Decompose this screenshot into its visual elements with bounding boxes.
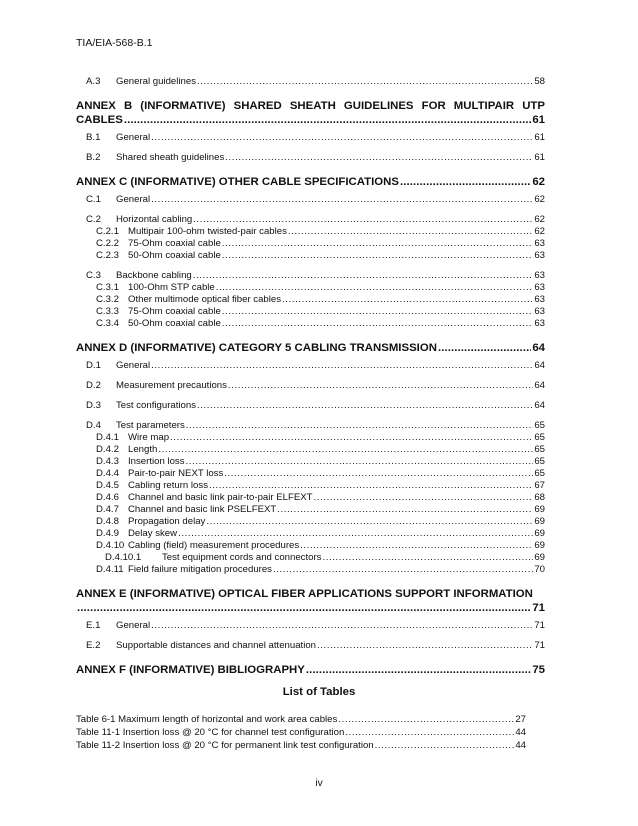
toc-annex-word: UTP bbox=[522, 100, 545, 112]
toc-section-title: Measurement precautions bbox=[116, 380, 227, 391]
leader-dots bbox=[228, 380, 533, 392]
toc-page-number: 62 bbox=[534, 194, 545, 205]
toc-annex-title: CABLES bbox=[76, 114, 123, 126]
toc-section-number: E.2 bbox=[86, 640, 101, 651]
leader-dots bbox=[124, 113, 531, 127]
toc-section-number: C.3.4 bbox=[96, 318, 119, 329]
toc-section-title: General bbox=[116, 194, 151, 205]
leader-dots bbox=[209, 480, 533, 492]
leader-dots bbox=[345, 726, 514, 739]
leader-dots bbox=[222, 250, 534, 262]
toc-page-number: 71 bbox=[534, 640, 545, 651]
toc-entry[interactable] bbox=[76, 504, 545, 516]
toc-page-number: 62 bbox=[532, 176, 545, 188]
toc-section-title: Backbone cabling bbox=[116, 270, 192, 281]
toc-section-title: General bbox=[116, 620, 151, 631]
leader-dots bbox=[306, 663, 531, 677]
toc-page-number: 62 bbox=[534, 214, 545, 225]
toc-page-number: 65 bbox=[534, 468, 545, 479]
toc-entry[interactable] bbox=[76, 620, 545, 632]
leader-dots bbox=[151, 132, 533, 144]
toc-page-number: 63 bbox=[534, 306, 545, 317]
toc-section-number: C.2.2 bbox=[96, 238, 119, 249]
document-header: TIA/EIA-568-B.1 bbox=[76, 37, 153, 49]
toc-page-number: 64 bbox=[534, 380, 545, 391]
toc-section-title: Insertion loss bbox=[128, 456, 185, 467]
leader-dots bbox=[170, 432, 533, 444]
toc-section-number: C.3.3 bbox=[96, 306, 119, 317]
toc-page-number: 63 bbox=[534, 238, 545, 249]
leader-dots bbox=[222, 238, 534, 250]
toc-page-number: 68 bbox=[534, 492, 545, 503]
toc-entry[interactable] bbox=[76, 152, 545, 164]
toc-section-title: 75-Ohm coaxial cable bbox=[128, 306, 221, 317]
toc-section-title: Shared sheath guidelines bbox=[116, 152, 225, 163]
toc-entry[interactable] bbox=[76, 468, 545, 480]
leader-dots bbox=[186, 456, 534, 468]
leader-dots bbox=[288, 226, 533, 238]
toc-page-number: 69 bbox=[534, 516, 545, 527]
toc-entry[interactable] bbox=[76, 194, 545, 206]
toc-annex-word: GUIDELINES bbox=[343, 100, 414, 112]
toc-annex-word: SHARED bbox=[233, 100, 282, 112]
toc-section-number: D.4 bbox=[86, 420, 101, 431]
toc-section-number: D.4.1 bbox=[96, 432, 119, 443]
table-of-contents bbox=[76, 68, 545, 677]
toc-section-number: C.3.1 bbox=[96, 282, 119, 293]
leader-dots bbox=[273, 564, 533, 576]
toc-section-number: C.2.1 bbox=[96, 226, 119, 237]
toc-entry[interactable] bbox=[76, 270, 545, 282]
table-list-entry[interactable] bbox=[76, 726, 526, 739]
toc-section-title: Field failure mitigation procedures bbox=[128, 564, 272, 575]
leader-dots bbox=[224, 468, 533, 480]
table-list-entry[interactable] bbox=[76, 713, 526, 726]
toc-section-number: D.4.4 bbox=[96, 468, 119, 479]
toc-section-title: Test configurations bbox=[116, 400, 196, 411]
toc-annex-entry[interactable] bbox=[76, 341, 545, 355]
toc-section-number: D.3 bbox=[86, 400, 101, 411]
toc-entry[interactable] bbox=[76, 214, 545, 226]
leader-dots bbox=[375, 739, 515, 752]
toc-entry[interactable] bbox=[76, 294, 545, 306]
toc-page-number: 65 bbox=[534, 456, 545, 467]
leader-dots bbox=[225, 152, 533, 164]
leader-dots bbox=[151, 360, 533, 372]
toc-page-number: 69 bbox=[534, 504, 545, 515]
toc-section-number: D.4.5 bbox=[96, 480, 119, 491]
toc-section-title: Test parameters bbox=[116, 420, 185, 431]
leader-dots bbox=[193, 270, 534, 282]
toc-annex-word: FOR bbox=[421, 100, 446, 112]
toc-annex-title: ANNEX C (INFORMATIVE) OTHER CABLE SPECIFICATIONS bbox=[76, 176, 399, 188]
toc-annex-title: ANNEX D (INFORMATIVE) CATEGORY 5 CABLING TRANSMISSION bbox=[76, 342, 437, 354]
leader-dots bbox=[400, 175, 531, 189]
toc-page-number: 61 bbox=[534, 152, 545, 163]
toc-page-number: 65 bbox=[534, 444, 545, 455]
toc-page-number: 71 bbox=[534, 620, 545, 631]
toc-section-number: D.4.7 bbox=[96, 504, 119, 515]
toc-page-number: 70 bbox=[534, 564, 545, 575]
toc-entry[interactable] bbox=[76, 380, 545, 392]
toc-section-title: Channel and basic link PSELFEXT bbox=[128, 504, 277, 515]
toc-section-number: D.1 bbox=[86, 360, 101, 371]
toc-annex-word: MULTIPAIR bbox=[453, 100, 515, 112]
toc-entry[interactable] bbox=[76, 360, 545, 372]
leader-dots bbox=[277, 504, 533, 516]
toc-section-title: General bbox=[116, 360, 151, 371]
toc-annex-title: ANNEX F (INFORMATIVE) BIBLIOGRAPHY bbox=[76, 664, 305, 676]
toc-page-number: 69 bbox=[534, 528, 545, 539]
toc-section-title: 50-Ohm coaxial cable bbox=[128, 318, 221, 329]
toc-section-title: Propagation delay bbox=[128, 516, 206, 527]
table-list-label: Table 11-1 Insertion loss @ 20 °C for channel test configuration bbox=[76, 727, 345, 738]
leader-dots bbox=[151, 620, 533, 632]
toc-annex-title-line bbox=[76, 587, 545, 601]
toc-section-title: Cabling return loss bbox=[128, 480, 208, 491]
leader-dots bbox=[282, 294, 533, 306]
toc-entry[interactable] bbox=[76, 516, 545, 528]
page-number: iv bbox=[315, 778, 323, 789]
toc-section-title: Other multimode optical fiber cables bbox=[128, 294, 282, 305]
toc-entry[interactable] bbox=[76, 540, 545, 552]
leader-dots bbox=[77, 601, 531, 615]
toc-entry[interactable] bbox=[76, 528, 545, 540]
toc-entry[interactable] bbox=[76, 318, 545, 330]
toc-section-number: C.3 bbox=[86, 270, 101, 281]
toc-section-number: C.3.2 bbox=[96, 294, 119, 305]
toc-section-number: D.4.3 bbox=[96, 456, 119, 467]
toc-page-number: 61 bbox=[532, 114, 545, 126]
toc-page-number: 63 bbox=[534, 318, 545, 329]
leader-dots bbox=[186, 420, 534, 432]
toc-section-title: 75-Ohm coaxial cable bbox=[128, 238, 221, 249]
toc-entry[interactable] bbox=[76, 226, 545, 238]
leader-dots bbox=[197, 400, 533, 412]
leader-dots bbox=[438, 341, 531, 355]
leader-dots bbox=[222, 318, 534, 330]
leader-dots bbox=[178, 528, 533, 540]
toc-annex-word: ANNEX E (INFORMATIVE) OPTICAL FIBER APPLICATIONS SUPPORT INFORMATION bbox=[76, 588, 533, 600]
toc-annex-entry[interactable] bbox=[76, 175, 545, 189]
toc-annex-word: (INFORMATIVE) bbox=[140, 100, 226, 112]
leader-dots bbox=[193, 214, 533, 226]
toc-page-number: 63 bbox=[534, 294, 545, 305]
toc-section-title: General bbox=[116, 132, 151, 143]
toc-section-number: B.1 bbox=[86, 132, 101, 143]
leader-dots bbox=[300, 540, 533, 552]
table-list-page: 44 bbox=[515, 740, 526, 751]
toc-section-title: Length bbox=[128, 444, 158, 455]
toc-page-number: 67 bbox=[534, 480, 545, 491]
leader-dots bbox=[314, 492, 534, 504]
toc-page-number: 61 bbox=[534, 132, 545, 143]
toc-section-title: 50-Ohm coaxial cable bbox=[128, 250, 221, 261]
table-list-entry[interactable] bbox=[76, 739, 526, 752]
toc-page-number: 71 bbox=[532, 602, 545, 614]
toc-section-title: Delay skew bbox=[128, 528, 178, 539]
table-list-page: 27 bbox=[515, 714, 526, 725]
toc-section-number: C.1 bbox=[86, 194, 101, 205]
leader-dots bbox=[197, 76, 533, 88]
toc-section-title: Test equipment cords and connectors bbox=[162, 552, 322, 563]
toc-entry[interactable] bbox=[76, 456, 545, 468]
toc-annex-title-line bbox=[76, 601, 545, 615]
toc-annex-title-line bbox=[76, 113, 545, 127]
list-of-tables-heading: List of Tables bbox=[282, 686, 356, 698]
toc-section-title: Multipair 100-ohm twisted-pair cables bbox=[128, 226, 287, 237]
table-list-label: Table 11-2 Insertion loss @ 20 °C for permanent link test configuration bbox=[76, 740, 374, 751]
table-list-label: Table 6-1 Maximum length of horizontal and work area cables bbox=[76, 714, 338, 725]
toc-entry[interactable] bbox=[76, 552, 545, 564]
toc-section-number: A.3 bbox=[86, 76, 101, 87]
toc-section-title: Pair-to-pair NEXT loss bbox=[128, 468, 224, 479]
toc-page-number: 64 bbox=[534, 400, 545, 411]
toc-page-number: 63 bbox=[534, 250, 545, 261]
toc-entry[interactable] bbox=[76, 492, 545, 504]
toc-section-number: D.4.6 bbox=[96, 492, 119, 503]
toc-page-number: 75 bbox=[532, 664, 545, 676]
leader-dots bbox=[151, 194, 533, 206]
toc-section-title: Cabling (field) measurement procedures bbox=[128, 540, 300, 551]
toc-page-number: 63 bbox=[534, 282, 545, 293]
toc-page-number: 63 bbox=[534, 270, 545, 281]
toc-section-number: D.4.10.1 bbox=[105, 552, 142, 563]
toc-annex-entry[interactable] bbox=[76, 99, 545, 127]
leader-dots bbox=[158, 444, 533, 456]
toc-section-number: B.2 bbox=[86, 152, 101, 163]
list-of-tables bbox=[76, 713, 526, 752]
toc-section-title: Horizontal cabling bbox=[116, 214, 193, 225]
toc-section-number: E.1 bbox=[86, 620, 101, 631]
toc-entry[interactable] bbox=[76, 432, 545, 444]
toc-entry[interactable] bbox=[76, 400, 545, 412]
leader-dots bbox=[338, 713, 514, 726]
toc-entry[interactable] bbox=[76, 420, 545, 432]
toc-entry[interactable] bbox=[76, 132, 545, 144]
toc-section-number: C.2 bbox=[86, 214, 101, 225]
toc-section-number: D.4.2 bbox=[96, 444, 119, 455]
toc-page-number: 62 bbox=[534, 226, 545, 237]
toc-entry[interactable] bbox=[76, 640, 545, 652]
toc-section-number: D.4.10 bbox=[96, 540, 125, 551]
toc-annex-word: B bbox=[123, 100, 133, 112]
leader-dots bbox=[222, 306, 534, 318]
toc-page-number: 65 bbox=[534, 432, 545, 443]
toc-section-title: Wire map bbox=[128, 432, 170, 443]
toc-page-number: 69 bbox=[534, 540, 545, 551]
toc-annex-word: ANNEX bbox=[76, 100, 116, 112]
toc-section-number: D.4.8 bbox=[96, 516, 119, 527]
toc-page-number: 64 bbox=[534, 360, 545, 371]
toc-section-title: 100-Ohm STP cable bbox=[128, 282, 215, 293]
toc-page-number: 58 bbox=[534, 76, 545, 87]
toc-entry[interactable] bbox=[76, 444, 545, 456]
toc-annex-entry[interactable] bbox=[76, 587, 545, 615]
toc-annex-word: SHEATH bbox=[289, 100, 336, 112]
toc-entry[interactable] bbox=[76, 282, 545, 294]
toc-entry[interactable] bbox=[76, 76, 545, 88]
toc-section-number: D.4.9 bbox=[96, 528, 119, 539]
toc-section-number: D.2 bbox=[86, 380, 101, 391]
toc-section-title: Channel and basic link pair-to-pair ELFEXT bbox=[128, 492, 313, 503]
toc-entry[interactable] bbox=[76, 238, 545, 250]
toc-section-title: General guidelines bbox=[116, 76, 197, 87]
toc-section-number: D.4.11 bbox=[96, 564, 124, 575]
toc-annex-title-line bbox=[76, 99, 545, 113]
toc-entry[interactable] bbox=[76, 306, 545, 318]
leader-dots bbox=[206, 516, 533, 528]
toc-annex-entry[interactable] bbox=[76, 663, 545, 677]
toc-entry[interactable] bbox=[76, 480, 545, 492]
leader-dots bbox=[317, 640, 533, 652]
leader-dots bbox=[216, 282, 534, 294]
toc-section-number: C.2.3 bbox=[96, 250, 119, 261]
toc-page-number: 65 bbox=[534, 420, 545, 431]
toc-page-number: 64 bbox=[532, 342, 545, 354]
toc-section-title: Supportable distances and channel attenuation bbox=[116, 640, 317, 651]
toc-entry[interactable] bbox=[76, 564, 545, 576]
toc-page-number: 69 bbox=[534, 552, 545, 563]
leader-dots bbox=[322, 552, 533, 564]
toc-entry[interactable] bbox=[76, 250, 545, 262]
table-list-page: 44 bbox=[515, 727, 526, 738]
